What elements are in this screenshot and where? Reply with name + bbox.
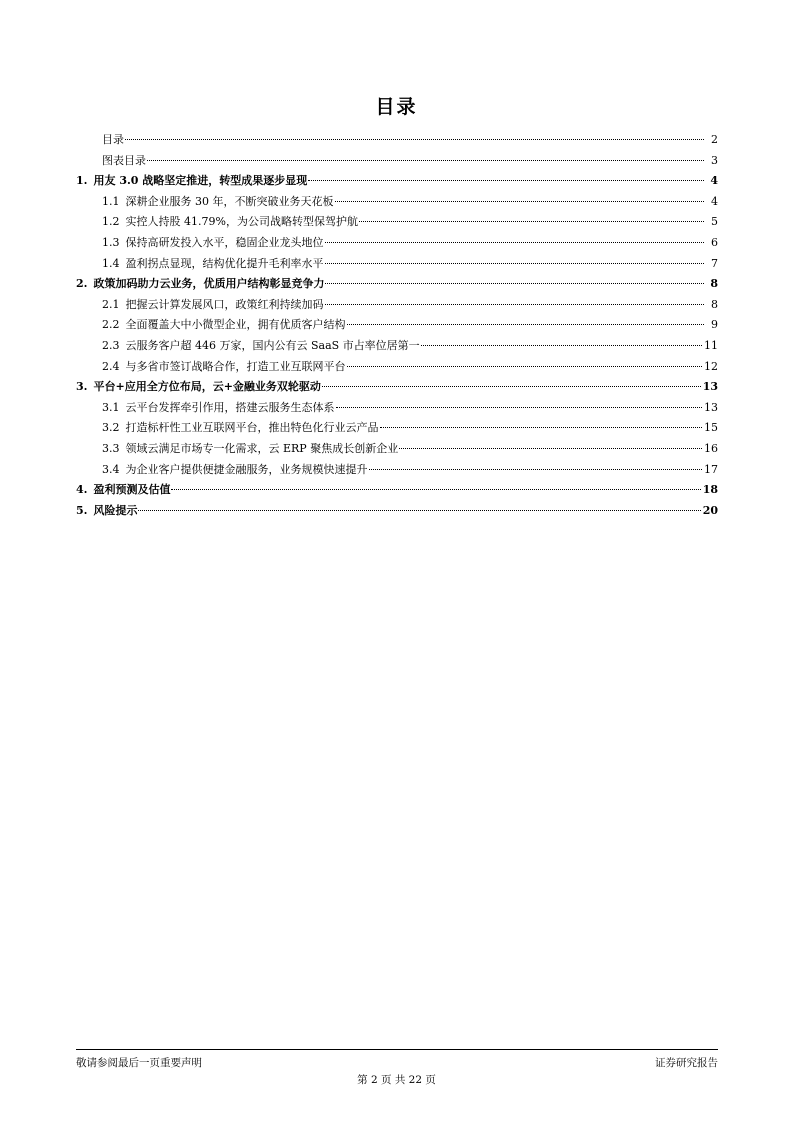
toc-entry-title: 云平台发挥牵引作用，搭建云服务生态体系 (125, 400, 335, 414)
toc-entry-page: 4 (711, 194, 718, 208)
toc-entry-number: 3.1 (102, 400, 120, 414)
toc-dot-leader (138, 510, 700, 511)
toc-dot-leader (399, 448, 702, 449)
toc-dot-leader (359, 221, 704, 222)
toc-entry-page: 3 (711, 153, 718, 167)
toc-entry-title: 全面覆盖大中小微型企业，拥有优质客户结构 (125, 318, 346, 332)
toc-entry-page: 12 (704, 359, 718, 373)
footer-disclaimer: 敬请参阅最后一页重要声明 (76, 1057, 202, 1069)
toc-entry-title: 领域云满足市场专一化需求，云 ERP 聚焦成长创新企业 (125, 441, 399, 455)
toc-entry-number: 1.1 (102, 194, 120, 208)
toc-entry-title: 政策加码助力云业务，优质用户结构彰显竞争力 (93, 277, 325, 291)
toc-entry-title: 盈利拐点显现，结构优化提升毛利率水平 (125, 256, 324, 270)
toc-entry-number: 3.2 (102, 421, 120, 435)
table-of-contents (76, 131, 718, 522)
toc-entry-page: 2 (711, 133, 718, 146)
toc-dot-leader (369, 469, 703, 470)
toc-entry[interactable] (76, 440, 718, 461)
footer-report-type: 证券研究报告 (655, 1057, 718, 1069)
toc-entry-number: 2.1 (102, 297, 120, 311)
toc-entry-page: 9 (711, 318, 718, 332)
toc-entry[interactable] (76, 296, 718, 317)
toc-entry-number: 1. (76, 174, 88, 188)
toc-entry-title: 云服务客户超 446 万家，国内公有云 SaaS 市占率位居第一 (125, 338, 420, 352)
page-title: 目录 (375, 96, 418, 118)
toc-entry[interactable] (76, 193, 718, 214)
toc-entry-title: 用友 3.0 战略坚定推进，转型成果逐步显现 (93, 174, 308, 188)
toc-dot-leader (308, 180, 704, 181)
toc-entry-title: 图表目录 (102, 153, 146, 167)
toc-dot-leader (325, 304, 705, 305)
toc-entry-number: 5. (76, 503, 88, 517)
toc-entry[interactable] (76, 172, 718, 193)
toc-entry-page: 6 (711, 235, 718, 249)
toc-entry-title: 风险提示 (93, 503, 138, 517)
toc-dot-leader (347, 366, 703, 367)
toc-entry[interactable] (76, 502, 718, 523)
toc-entry-page: 13 (704, 400, 718, 414)
toc-dot-leader (325, 283, 704, 284)
toc-entry-title: 平台+应用全方位布局，云+金融业务双轮驱动 (93, 380, 321, 394)
toc-entry-number: 2.4 (102, 359, 120, 373)
toc-entry-title: 实控人持股 41.79%，为公司战略转型保驾护航 (125, 215, 358, 229)
toc-entry-number: 1.3 (102, 235, 120, 249)
toc-dot-leader (421, 345, 702, 346)
toc-entry-number: 2. (76, 277, 88, 291)
toc-entry-page: 15 (704, 421, 718, 435)
toc-dot-leader (380, 427, 703, 428)
toc-dot-leader (325, 242, 705, 243)
toc-entry-page: 8 (711, 297, 718, 311)
toc-entry-page: 7 (711, 256, 718, 270)
toc-entry[interactable] (76, 378, 718, 399)
toc-entry-title: 保持高研发投入水平，稳固企业龙头地位 (125, 235, 324, 249)
toc-entry-number: 3.4 (102, 462, 120, 476)
toc-dot-leader (147, 160, 704, 161)
toc-dot-leader (322, 386, 701, 387)
toc-dot-leader (335, 201, 705, 202)
toc-entry-title: 目录 (102, 133, 124, 146)
toc-entry-page: 18 (702, 483, 718, 497)
toc-dot-leader (325, 263, 705, 264)
toc-entry-title: 把握云计算发展风口，政策红利持续加码 (125, 297, 324, 311)
toc-dot-leader (171, 489, 700, 490)
toc-entry[interactable] (76, 152, 718, 173)
toc-entry-title: 深耕企业服务 30 年，不断突破业务天花板 (125, 194, 334, 208)
toc-entry-page: 20 (702, 503, 718, 517)
toc-entry-page: 11 (704, 338, 718, 352)
toc-dot-leader (125, 139, 704, 140)
toc-entry[interactable] (76, 316, 718, 337)
toc-entry-number: 4. (76, 483, 88, 497)
footer-page-number: 第 2 页 共 22 页 (357, 1074, 436, 1086)
toc-dot-leader (336, 407, 703, 408)
toc-entry[interactable] (76, 399, 718, 420)
toc-entry-number: 3.3 (102, 441, 120, 455)
toc-entry-title: 打造标杆性工业互联网平台，推出特色化行业云产品 (125, 421, 379, 435)
toc-entry-number: 1.4 (102, 256, 120, 270)
toc-entry[interactable] (76, 234, 718, 255)
toc-entry-page: 8 (710, 277, 718, 291)
toc-entry[interactable] (76, 419, 718, 440)
toc-entry-page: 17 (704, 462, 718, 476)
toc-entry[interactable] (76, 461, 718, 482)
toc-entry[interactable] (76, 337, 718, 358)
footer-divider (76, 1049, 718, 1050)
toc-entry-number: 3. (76, 380, 88, 394)
toc-dot-leader (347, 324, 705, 325)
toc-entry-page: 4 (710, 174, 718, 188)
toc-entry[interactable] (76, 358, 718, 379)
toc-entry-number: 2.2 (102, 318, 120, 332)
toc-entry-page: 13 (702, 380, 718, 394)
toc-entry[interactable] (76, 213, 718, 234)
toc-entry-title: 为企业客户提供便捷金融服务，业务规模快速提升 (125, 462, 368, 476)
toc-entry[interactable] (76, 131, 718, 152)
toc-entry-title: 盈利预测及估值 (93, 483, 171, 497)
toc-entry-number: 1.2 (102, 215, 120, 229)
toc-entry[interactable] (76, 481, 718, 502)
toc-entry-number: 2.3 (102, 338, 120, 352)
toc-entry-page: 16 (704, 441, 718, 455)
toc-entry[interactable] (76, 255, 718, 276)
toc-entry[interactable] (76, 275, 718, 296)
toc-entry-page: 5 (711, 215, 718, 229)
toc-entry-title: 与多省市签订战略合作，打造工业互联网平台 (125, 359, 346, 373)
